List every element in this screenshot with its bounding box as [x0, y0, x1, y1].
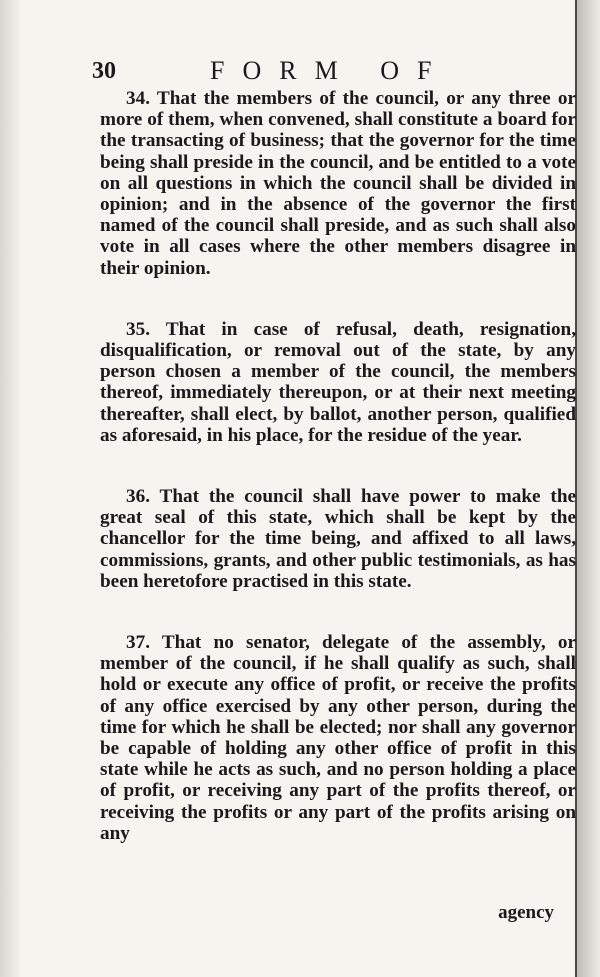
paragraph-number: 34.: [126, 88, 150, 109]
gutter-shadow: [0, 0, 22, 977]
paragraph-number: 35.: [126, 318, 150, 340]
paragraph-text: That the council shall have power to make the great seal of this state, which shall be kept by the chancellor for the time being, and affixed to all laws, commissions, grants, and other public testimonials, as has been heretofore practised in this state.: [100, 486, 577, 592]
page-edge-shadow: [577, 0, 600, 977]
catchword: agency: [498, 902, 554, 923]
paragraph-34: [100, 88, 576, 279]
paragraph-36: [100, 486, 576, 592]
paragraph-text: That the members of the council, or any three or more of them, when convened, shall constitute a board for the transacting of business; that the governor for the time being shall preside in the council, and be entitled to a vote on all questions in which the council shall be divided in opinion; and in the absence of the governor the first named of the council shall preside, and as such shall also vote in all cases where the other members disagree in their opinion.: [100, 88, 576, 279]
paragraph-37: [100, 632, 576, 844]
body-text: [100, 88, 576, 844]
paragraph-35: [100, 319, 576, 446]
paragraph-text: That no senator, delegate of the assembly, or member of the council, if he shall qualify as such, shall hold or execute any office of profit, or receive the profits of any office exercised by any other person, during the time for which he shall be elected; nor shall any governor be capable of holding any other office of profit in this state while he acts as such, and no person holding a place of profit, or receiving any part of the profits thereof, or receiving the profits or any part of the profits arising on any: [100, 632, 576, 844]
paragraph-number: 36.: [126, 486, 150, 508]
page-header: [92, 56, 572, 90]
page-number: 30: [92, 58, 116, 84]
paragraph-text: That in case of refusal, death, resignation, disqualification, or removal out of the state, by any person chosen a member of the council, the members thereof, immediately thereupon, or at their next meeting thereafter, shall elect, by ballot, another person, qualified as aforesaid, in his place, for the residue of the year.: [100, 318, 577, 446]
running-head: FORM OF: [210, 56, 450, 85]
paragraph-number: 37.: [126, 632, 150, 654]
